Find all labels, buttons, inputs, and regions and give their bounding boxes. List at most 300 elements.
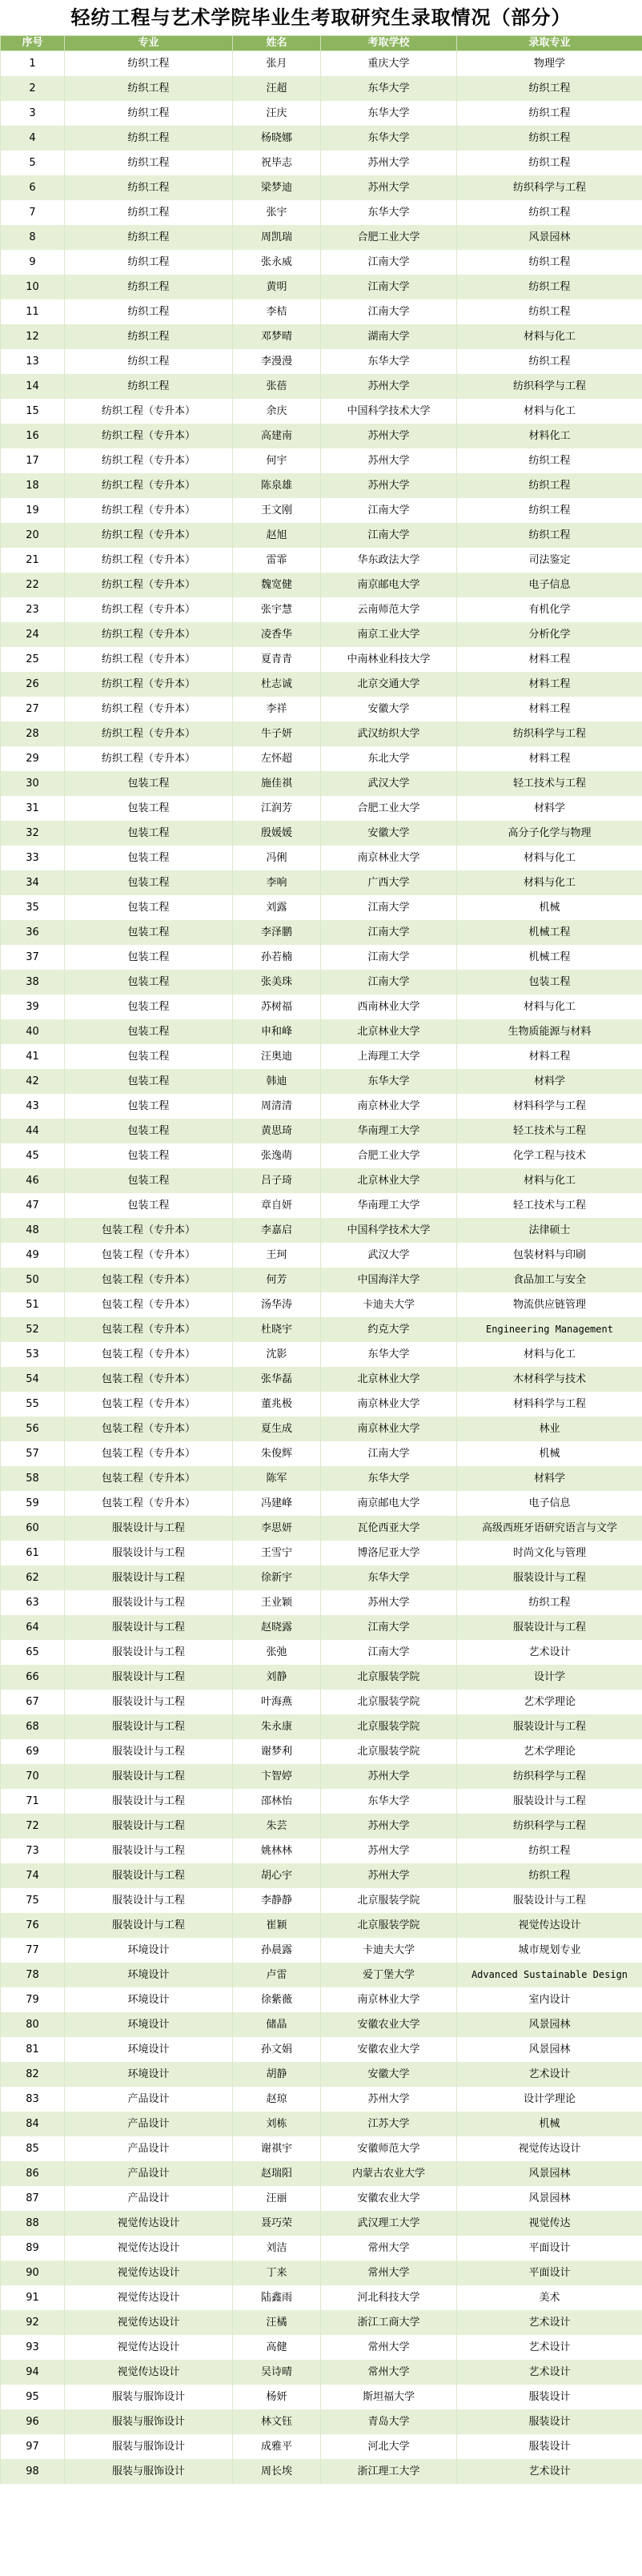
cell-admitted-major: 材料化工 (457, 424, 642, 448)
table-header-row (1, 36, 642, 51)
cell-index: 56 (1, 1417, 65, 1441)
table-row (1, 1019, 642, 1044)
cell-major: 包装工程（专升本） (65, 1441, 233, 1466)
cell-name: 王业颖 (233, 1590, 321, 1615)
table-row (1, 1565, 642, 1590)
cell-index: 83 (1, 2087, 65, 2112)
cell-school: 青岛大学 (321, 2409, 457, 2434)
cell-index: 92 (1, 2310, 65, 2335)
cell-school: 江南大学 (321, 275, 457, 299)
cell-major: 服装设计与工程 (65, 1814, 233, 1839)
cell-admitted-major: 材料工程 (457, 746, 642, 771)
table-row (1, 2112, 642, 2136)
table-row (1, 2261, 642, 2285)
cell-school: 北京林业大学 (321, 1367, 457, 1392)
table-row (1, 1168, 642, 1193)
cell-admitted-major: 纺织工程 (457, 76, 642, 101)
cell-admitted-major: 视觉传达 (457, 2211, 642, 2236)
cell-name: 李嘉启 (233, 1218, 321, 1243)
cell-school: 安徽大学 (321, 2062, 457, 2087)
cell-major: 包装工程 (65, 920, 233, 945)
cell-admitted-major: 服装设计与工程 (457, 1714, 642, 1739)
cell-name: 赵琼 (233, 2087, 321, 2112)
cell-name: 何芳 (233, 1268, 321, 1292)
cell-school: 北京林业大学 (321, 1168, 457, 1193)
table-row (1, 324, 642, 349)
cell-name: 余庆 (233, 399, 321, 424)
table-row (1, 126, 642, 151)
cell-index: 41 (1, 1044, 65, 1069)
cell-name: 王雪宁 (233, 1541, 321, 1565)
cell-school: 内蒙古农业大学 (321, 2161, 457, 2186)
cell-school: 中国科学技术大学 (321, 399, 457, 424)
cell-school: 北京林业大学 (321, 1019, 457, 1044)
cell-major: 产品设计 (65, 2136, 233, 2161)
header-school: 考取学校 (321, 36, 457, 51)
cell-index: 35 (1, 895, 65, 920)
table-row (1, 721, 642, 746)
cell-school: 瓦伦西亚大学 (321, 1516, 457, 1541)
cell-major: 纺织工程 (65, 324, 233, 349)
cell-index: 50 (1, 1268, 65, 1292)
cell-admitted-major: 纺织科学与工程 (457, 1814, 642, 1839)
cell-school: 苏州大学 (321, 448, 457, 473)
cell-admitted-major: 平面设计 (457, 2261, 642, 2285)
cell-school: 东华大学 (321, 1342, 457, 1367)
cell-school: 斯坦福大学 (321, 2385, 457, 2409)
table-row (1, 2012, 642, 2037)
table-row (1, 151, 642, 175)
cell-admitted-major: 艺术学理论 (457, 1739, 642, 1764)
cell-major: 服装设计与工程 (65, 1764, 233, 1789)
cell-name: 谢梦利 (233, 1739, 321, 1764)
table-row (1, 2285, 642, 2310)
cell-school: 中国海洋大学 (321, 1268, 457, 1292)
cell-school: 江南大学 (321, 498, 457, 523)
cell-admitted-major: 风景园林 (457, 2161, 642, 2186)
cell-admitted-major: 纺织科学与工程 (457, 1764, 642, 1789)
cell-school: 常州大学 (321, 2360, 457, 2385)
cell-major: 包装工程（专升本） (65, 1491, 233, 1516)
cell-school: 博洛尼亚大学 (321, 1541, 457, 1565)
cell-index: 16 (1, 424, 65, 448)
cell-admitted-major: 机械 (457, 1441, 642, 1466)
cell-name: 章自妍 (233, 1193, 321, 1218)
cell-major: 视觉传达设计 (65, 2261, 233, 2285)
table-row (1, 1863, 642, 1888)
cell-name: 申和峰 (233, 1019, 321, 1044)
cell-admitted-major: 食品加工与安全 (457, 1268, 642, 1292)
table-row (1, 1714, 642, 1739)
cell-admitted-major: 材料科学与工程 (457, 1094, 642, 1119)
cell-admitted-major: 风景园林 (457, 225, 642, 250)
cell-major: 纺织工程（专升本） (65, 573, 233, 597)
cell-major: 产品设计 (65, 2087, 233, 2112)
table-row (1, 697, 642, 721)
cell-admitted-major: 分析化学 (457, 622, 642, 647)
cell-name: 陈军 (233, 1466, 321, 1491)
cell-admitted-major: 艺术学理论 (457, 1690, 642, 1714)
cell-name: 邵林怡 (233, 1789, 321, 1814)
cell-admitted-major: 纺织工程 (457, 151, 642, 175)
table-row (1, 1317, 642, 1342)
table-row (1, 1839, 642, 1863)
cell-admitted-major: 电子信息 (457, 1491, 642, 1516)
cell-name: 夏青青 (233, 647, 321, 672)
cell-school: 江南大学 (321, 945, 457, 970)
table-row (1, 2037, 642, 2062)
cell-name: 张华磊 (233, 1367, 321, 1392)
cell-admitted-major: 有机化学 (457, 597, 642, 622)
cell-index: 36 (1, 920, 65, 945)
cell-admitted-major: 视觉传达设计 (457, 1913, 642, 1938)
cell-major: 环境设计 (65, 2012, 233, 2037)
cell-admitted-major: 纺织工程 (457, 275, 642, 299)
cell-major: 包装工程（专升本） (65, 1268, 233, 1292)
cell-major: 包装工程 (65, 1168, 233, 1193)
cell-admitted-major: 纺织工程 (457, 299, 642, 324)
cell-admitted-major: 轻工技术与工程 (457, 771, 642, 796)
cell-school: 苏州大学 (321, 1863, 457, 1888)
cell-major: 服装设计与工程 (65, 1690, 233, 1714)
cell-major: 环境设计 (65, 1987, 233, 2012)
header-major: 专业 (65, 36, 233, 51)
table-row (1, 1888, 642, 1913)
table-row (1, 1193, 642, 1218)
cell-admitted-major: 生物质能源与材料 (457, 1019, 642, 1044)
cell-major: 包装工程（专升本） (65, 1392, 233, 1417)
cell-admitted-major: 艺术设计 (457, 2062, 642, 2087)
cell-index: 69 (1, 1739, 65, 1764)
cell-admitted-major: 机械工程 (457, 920, 642, 945)
cell-index: 78 (1, 1963, 65, 1987)
cell-index: 85 (1, 2136, 65, 2161)
cell-name: 杨妍 (233, 2385, 321, 2409)
cell-admitted-major: 服装设计与工程 (457, 1615, 642, 1640)
cell-school: 江南大学 (321, 1640, 457, 1665)
cell-name: 谢祺宇 (233, 2136, 321, 2161)
cell-school: 江苏大学 (321, 2112, 457, 2136)
cell-major: 纺织工程 (65, 250, 233, 275)
cell-name: 张弛 (233, 1640, 321, 1665)
cell-name: 张宇 (233, 200, 321, 225)
cell-name: 高健 (233, 2335, 321, 2360)
cell-name: 黄思琦 (233, 1119, 321, 1143)
cell-name: 赵旭 (233, 523, 321, 548)
cell-admitted-major: 艺术设计 (457, 2459, 642, 2484)
cell-major: 纺织工程 (65, 101, 233, 126)
cell-index: 13 (1, 349, 65, 374)
cell-name: 周清清 (233, 1094, 321, 1119)
cell-index: 37 (1, 945, 65, 970)
table-row (1, 995, 642, 1019)
header-name: 姓名 (233, 36, 321, 51)
cell-school: 北京服装学院 (321, 1739, 457, 1764)
table-row (1, 1218, 642, 1243)
cell-name: 李响 (233, 870, 321, 895)
cell-index: 73 (1, 1839, 65, 1863)
cell-admitted-major: 机械 (457, 895, 642, 920)
cell-school: 河北科技大学 (321, 2285, 457, 2310)
table-row (1, 2409, 642, 2434)
cell-name: 周凯瑞 (233, 225, 321, 250)
table-row (1, 548, 642, 573)
cell-name: 汪橘 (233, 2310, 321, 2335)
cell-major: 环境设计 (65, 1938, 233, 1963)
cell-admitted-major: 轻工技术与工程 (457, 1193, 642, 1218)
table-row (1, 1466, 642, 1491)
cell-index: 38 (1, 970, 65, 995)
cell-school: 重庆大学 (321, 51, 457, 77)
cell-admitted-major: 纺织工程 (457, 250, 642, 275)
cell-index: 88 (1, 2211, 65, 2236)
cell-admitted-major: 纺织工程 (457, 126, 642, 151)
cell-admitted-major: 材料与化工 (457, 995, 642, 1019)
cell-school: 苏州大学 (321, 1590, 457, 1615)
cell-school: 合肥工业大学 (321, 796, 457, 821)
table-row (1, 101, 642, 126)
table-row (1, 573, 642, 597)
cell-index: 46 (1, 1168, 65, 1193)
cell-major: 包装工程 (65, 1094, 233, 1119)
cell-name: 冯俐 (233, 846, 321, 870)
cell-index: 98 (1, 2459, 65, 2484)
cell-admitted-major: 材料学 (457, 796, 642, 821)
cell-name: 王珂 (233, 1243, 321, 1268)
table-row (1, 1640, 642, 1665)
cell-major: 纺织工程（专升本） (65, 746, 233, 771)
cell-admitted-major: 艺术设计 (457, 1640, 642, 1665)
cell-admitted-major: Engineering Management (457, 1317, 642, 1342)
cell-school: 河北大学 (321, 2434, 457, 2459)
cell-school: 南京林业大学 (321, 1417, 457, 1441)
cell-name: 黄明 (233, 275, 321, 299)
cell-school: 苏州大学 (321, 424, 457, 448)
cell-index: 32 (1, 821, 65, 846)
cell-index: 14 (1, 374, 65, 399)
cell-admitted-major: 高分子化学与物理 (457, 821, 642, 846)
cell-major: 视觉传达设计 (65, 2211, 233, 2236)
cell-major: 环境设计 (65, 2062, 233, 2087)
cell-major: 包装工程 (65, 846, 233, 870)
cell-major: 服装设计与工程 (65, 1839, 233, 1863)
cell-admitted-major: 木材科学与技术 (457, 1367, 642, 1392)
cell-school: 安徽农业大学 (321, 2012, 457, 2037)
cell-school: 江南大学 (321, 970, 457, 995)
cell-name: 张月 (233, 51, 321, 77)
cell-admitted-major: 艺术设计 (457, 2360, 642, 2385)
cell-major: 服装设计与工程 (65, 1863, 233, 1888)
cell-school: 浙江理工大学 (321, 2459, 457, 2484)
admission-table (0, 35, 642, 2484)
cell-index: 86 (1, 2161, 65, 2186)
cell-index: 53 (1, 1342, 65, 1367)
cell-admitted-major: 纺织科学与工程 (457, 374, 642, 399)
cell-index: 9 (1, 250, 65, 275)
table-row (1, 821, 642, 846)
cell-index: 3 (1, 101, 65, 126)
cell-name: 胡心宇 (233, 1863, 321, 1888)
cell-name: 李祥 (233, 697, 321, 721)
cell-major: 包装工程（专升本） (65, 1342, 233, 1367)
table-body (1, 51, 642, 2485)
table-row (1, 1119, 642, 1143)
cell-major: 纺织工程 (65, 200, 233, 225)
table-row (1, 2186, 642, 2211)
cell-index: 63 (1, 1590, 65, 1615)
cell-school: 武汉理工大学 (321, 2211, 457, 2236)
cell-name: 胡静 (233, 2062, 321, 2087)
cell-index: 58 (1, 1466, 65, 1491)
cell-admitted-major: 纺织科学与工程 (457, 175, 642, 200)
cell-major: 服装设计与工程 (65, 1888, 233, 1913)
cell-name: 邓梦晴 (233, 324, 321, 349)
cell-admitted-major: 纺织工程 (457, 523, 642, 548)
cell-admitted-major: 司法鉴定 (457, 548, 642, 573)
table-row (1, 1044, 642, 1069)
cell-name: 徐新宇 (233, 1565, 321, 1590)
cell-admitted-major: 城市规划专业 (457, 1938, 642, 1963)
cell-major: 纺织工程（专升本） (65, 697, 233, 721)
cell-index: 91 (1, 2285, 65, 2310)
cell-major: 包装工程 (65, 1193, 233, 1218)
cell-major: 纺织工程（专升本） (65, 672, 233, 697)
cell-name: 孙文娟 (233, 2037, 321, 2062)
table-row (1, 1690, 642, 1714)
cell-school: 苏州大学 (321, 1839, 457, 1863)
cell-index: 95 (1, 2385, 65, 2409)
cell-index: 20 (1, 523, 65, 548)
cell-major: 服装设计与工程 (65, 1739, 233, 1764)
table-row (1, 597, 642, 622)
cell-index: 66 (1, 1665, 65, 1690)
table-row (1, 2385, 642, 2409)
cell-major: 服装设计与工程 (65, 1640, 233, 1665)
cell-major: 环境设计 (65, 2037, 233, 2062)
table-row (1, 76, 642, 101)
cell-school: 常州大学 (321, 2261, 457, 2285)
cell-major: 纺织工程 (65, 151, 233, 175)
table-row (1, 746, 642, 771)
table-row (1, 970, 642, 995)
table-row (1, 1764, 642, 1789)
cell-admitted-major: 材料工程 (457, 697, 642, 721)
cell-index: 72 (1, 1814, 65, 1839)
cell-name: 左怀超 (233, 746, 321, 771)
table-row (1, 1665, 642, 1690)
cell-school: 江南大学 (321, 1615, 457, 1640)
table-row (1, 1615, 642, 1640)
cell-major: 服装设计与工程 (65, 1665, 233, 1690)
cell-major: 包装工程 (65, 821, 233, 846)
table-row (1, 2335, 642, 2360)
cell-admitted-major: 设计学理论 (457, 2087, 642, 2112)
cell-admitted-major: 艺术设计 (457, 2310, 642, 2335)
cell-school: 北京服装学院 (321, 1888, 457, 1913)
cell-major: 服装设计与工程 (65, 1913, 233, 1938)
cell-name: 殷媛媛 (233, 821, 321, 846)
cell-school: 常州大学 (321, 2335, 457, 2360)
table-row (1, 647, 642, 672)
cell-index: 48 (1, 1218, 65, 1243)
cell-school: 东华大学 (321, 101, 457, 126)
cell-school: 江南大学 (321, 920, 457, 945)
cell-school: 上海理工大学 (321, 1044, 457, 1069)
cell-name: 吴诗晴 (233, 2360, 321, 2385)
cell-name: 汪丽 (233, 2186, 321, 2211)
cell-admitted-major: 化学工程与技术 (457, 1143, 642, 1168)
cell-major: 包装工程 (65, 771, 233, 796)
cell-name: 吕子琦 (233, 1168, 321, 1193)
table-row (1, 672, 642, 697)
cell-major: 视觉传达设计 (65, 2335, 233, 2360)
cell-index: 77 (1, 1938, 65, 1963)
table-row (1, 2211, 642, 2236)
cell-name: 雷霏 (233, 548, 321, 573)
cell-major: 纺织工程（专升本） (65, 523, 233, 548)
cell-major: 产品设计 (65, 2112, 233, 2136)
cell-school: 东北大学 (321, 746, 457, 771)
cell-major: 包装工程 (65, 945, 233, 970)
table-row (1, 1094, 642, 1119)
cell-major: 纺织工程（专升本） (65, 548, 233, 573)
cell-index: 10 (1, 275, 65, 299)
cell-school: 云南师范大学 (321, 597, 457, 622)
cell-index: 68 (1, 1714, 65, 1739)
cell-admitted-major: 纺织工程 (457, 448, 642, 473)
table-row (1, 1789, 642, 1814)
cell-school: 东华大学 (321, 1069, 457, 1094)
cell-name: 冯建峰 (233, 1491, 321, 1516)
cell-school: 南京邮电大学 (321, 1491, 457, 1516)
cell-index: 1 (1, 51, 65, 77)
cell-name: 祝毕志 (233, 151, 321, 175)
cell-admitted-major: 纺织工程 (457, 498, 642, 523)
table-row (1, 2136, 642, 2161)
cell-index: 80 (1, 2012, 65, 2037)
cell-index: 43 (1, 1094, 65, 1119)
cell-index: 62 (1, 1565, 65, 1590)
cell-name: 沈影 (233, 1342, 321, 1367)
table-row (1, 523, 642, 548)
cell-name: 聂巧荣 (233, 2211, 321, 2236)
cell-major: 服装设计与工程 (65, 1714, 233, 1739)
cell-major: 纺织工程 (65, 349, 233, 374)
cell-index: 49 (1, 1243, 65, 1268)
cell-admitted-major: 法律硕士 (457, 1218, 642, 1243)
table-row (1, 175, 642, 200)
cell-school: 常州大学 (321, 2236, 457, 2261)
cell-index: 24 (1, 622, 65, 647)
cell-major: 视觉传达设计 (65, 2360, 233, 2385)
table-row (1, 1963, 642, 1987)
cell-major: 纺织工程（专升本） (65, 622, 233, 647)
cell-name: 夏生成 (233, 1417, 321, 1441)
cell-school: 武汉大学 (321, 771, 457, 796)
cell-admitted-major: 材料工程 (457, 1044, 642, 1069)
cell-name: 梁梦迪 (233, 175, 321, 200)
cell-major: 包装工程 (65, 995, 233, 1019)
cell-school: 爱丁堡大学 (321, 1963, 457, 1987)
cell-school: 东华大学 (321, 349, 457, 374)
cell-name: 卢雷 (233, 1963, 321, 1987)
cell-major: 视觉传达设计 (65, 2310, 233, 2335)
cell-name: 何宇 (233, 448, 321, 473)
cell-major: 包装工程（专升本） (65, 1466, 233, 1491)
cell-school: 广西大学 (321, 870, 457, 895)
cell-school: 北京服装学院 (321, 1714, 457, 1739)
cell-name: 刘露 (233, 895, 321, 920)
